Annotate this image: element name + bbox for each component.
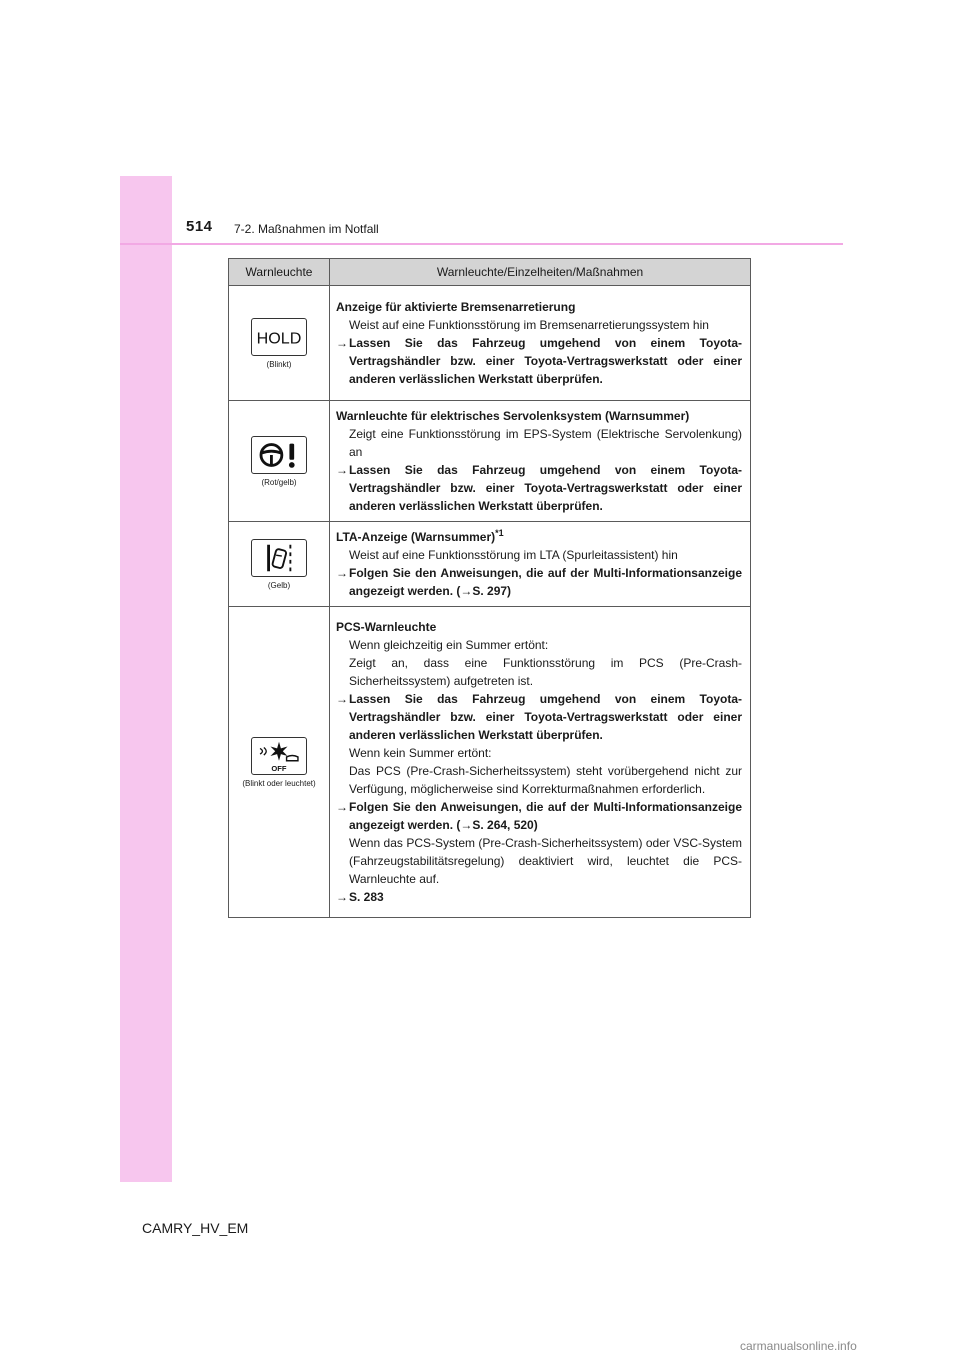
row-line: Wenn das PCS-System (Pre-Crash-Sicherheitssystem) oder VSC-System (Fahrzeugstabilitätsregelung) deaktiviert wird, leuchtet die PCS-Warnleuchte auf. [349,836,742,886]
document-code: CAMRY_HV_EM [142,1220,249,1236]
column-header-warning-light: Warnleuchte [229,259,330,286]
row-title: Warnleuchte für elektrisches Servolenksystem (Warnsummer) [336,409,690,423]
table-row [229,286,751,401]
row-title: PCS-Warnleuchte [336,620,437,634]
page-number: 514 [186,218,213,235]
details-cell [330,401,751,522]
column-header-details: Warnleuchte/Einzelheiten/Maßnahmen [330,259,751,286]
section-title: 7-2. Maßnahmen im Notfall [234,222,379,236]
row-action: →Lassen Sie das Fahrzeug umgehend von einem Toyota-Vertragshändler bzw. einer Toyota-Vertragswerkstatt oder einer anderen verlässlichen Werkstatt überprüfen. [336,336,742,386]
table-row [229,607,751,918]
arrow-icon: → [336,463,348,477]
table-header-row [229,259,751,286]
row-line: Zeigt an, dass eine Funktionsstörung im PCS (Pre-Crash-Sicherheitssystem) aufgetreten ist. [349,656,742,688]
row-action: →Lassen Sie das Fahrzeug umgehend von einem Toyota-Vertragshändler bzw. einer Toyota-Vertragswerkstatt oder einer anderen verlässlichen Werkstatt überprüfen. [336,692,742,742]
row-title: Anzeige für aktivierte Bremsenarretierung [336,300,576,314]
header-rule [120,243,843,245]
row-action: →S. 283 [336,890,384,904]
arrow-icon: → [336,692,348,706]
row-line: Das PCS (Pre-Crash-Sicherheitssystem) steht vorübergehend nicht zur Verfügung, möglicherweise sind Korrekturmaßnahmen erforderlich. [349,764,742,796]
details-cell [330,522,751,607]
icon-caption: (Rot/gelb) [261,477,297,487]
chapter-tab-band [120,176,172,1182]
arrow-icon: → [336,800,348,814]
icon-cell [229,286,330,401]
row-action: →Folgen Sie den Anweisungen, die auf der Multi-Informationsanzeige angezeigt werden. (→S. 297) [336,566,742,598]
footnote-marker: *1 [495,528,504,538]
row-line: Weist auf eine Funktionsstörung im Bremsenarretierungssystem hin [349,318,709,332]
row-line: Wenn gleichzeitig ein Summer ertönt: [349,638,549,652]
row-line: Zeigt eine Funktionsstörung im EPS-System (Elektrische Servolenkung) an [349,427,742,459]
hold-icon [251,318,307,356]
hold-icon-text: HOLD [256,329,302,348]
pcs-off-icon [251,737,307,775]
row-title: LTA-Anzeige (Warnsummer)$^{*1}$ [336,528,504,544]
arrow-icon: → [336,336,348,350]
steering-warning-icon [251,436,307,474]
icon-cell [229,607,330,918]
lane-trace-icon [251,539,307,577]
details-cell [330,286,751,401]
row-line: Wenn kein Summer ertönt: [349,746,492,760]
icon-cell [229,522,330,607]
row-line: Weist auf eine Funktionsstörung im LTA (Spurleitassistent) hin [349,548,678,562]
arrow-icon: → [336,890,348,904]
icon-cell [229,401,330,522]
table-row [229,401,751,522]
details-cell [330,607,751,918]
icon-caption: (Blinkt oder leuchtet) [242,778,316,788]
arrow-icon: → [336,566,348,580]
row-action: →Lassen Sie das Fahrzeug umgehend von einem Toyota-Vertragshändler bzw. einer Toyota-Vertragswerkstatt oder einer anderen verlässlichen Werkstatt überprüfen. [336,463,742,513]
table-row [229,522,751,607]
off-label: OFF [271,763,287,773]
watermark: carmanualsonline.info [740,1339,857,1353]
icon-caption: (Blinkt) [266,359,292,369]
row-action: →Folgen Sie den Anweisungen, die auf der Multi-Informationsanzeige angezeigt werden. (→S. 264, 520) [336,800,742,832]
warning-light-table [228,258,751,918]
icon-caption: (Gelb) [267,580,291,590]
